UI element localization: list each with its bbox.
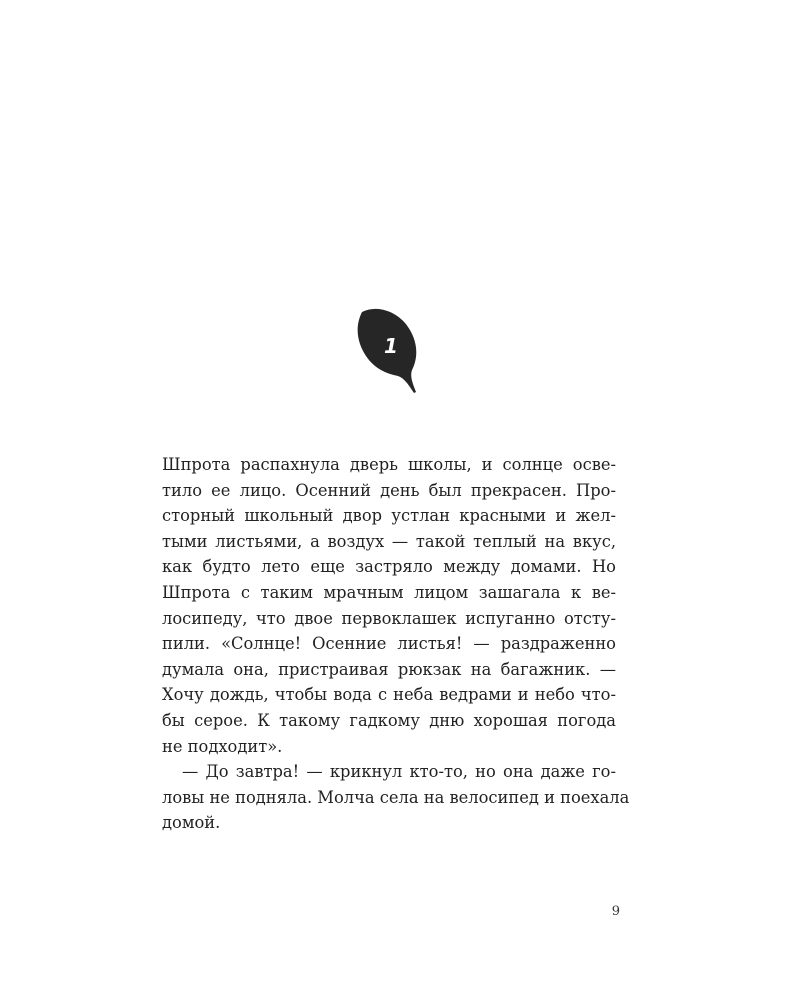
- text-line: бы серое. К такому гадкому дню хорошая погода: [162, 710, 616, 730]
- chapter-number: 1: [384, 334, 398, 358]
- text-line: ловы не подняла. Молча села на велосипед и поехала: [162, 787, 630, 807]
- text-line: Шпрота распахнула дверь школы, и солнце осве-: [162, 455, 616, 474]
- text-line: домой.: [162, 813, 221, 833]
- text-line: не подходит».: [162, 736, 283, 756]
- text-line: как будто лето еще застряло между домами. Но: [162, 557, 616, 577]
- page-number: 9: [611, 904, 620, 919]
- text-line: тило ее лицо. Осенний день был прекрасен. Про-: [162, 480, 616, 500]
- chapter-heading: [352, 304, 424, 396]
- text-line: пили. «Солнце! Осенние листья! — раздраженно: [162, 634, 616, 654]
- text-line: лосипеду, что двое первоклашек испуганно отсту-: [162, 608, 616, 628]
- text-line: Шпрота с таким мрачным лицом зашагала к ве-: [162, 582, 616, 602]
- text-line: сторный школьный двор устлан красными и жел-: [162, 506, 616, 526]
- body-text: [162, 452, 630, 836]
- text-line: тыми листьями, а воздух — такой теплый на вкус,: [162, 531, 616, 551]
- text-line: думала она, пристраивая рюкзак на багажник. —: [162, 659, 616, 679]
- text-line: Хочу дождь, чтобы вода с неба ведрами и небо что-: [162, 685, 616, 705]
- text-line: — До завтра! — крикнул кто-то, но она даже го-: [182, 762, 616, 782]
